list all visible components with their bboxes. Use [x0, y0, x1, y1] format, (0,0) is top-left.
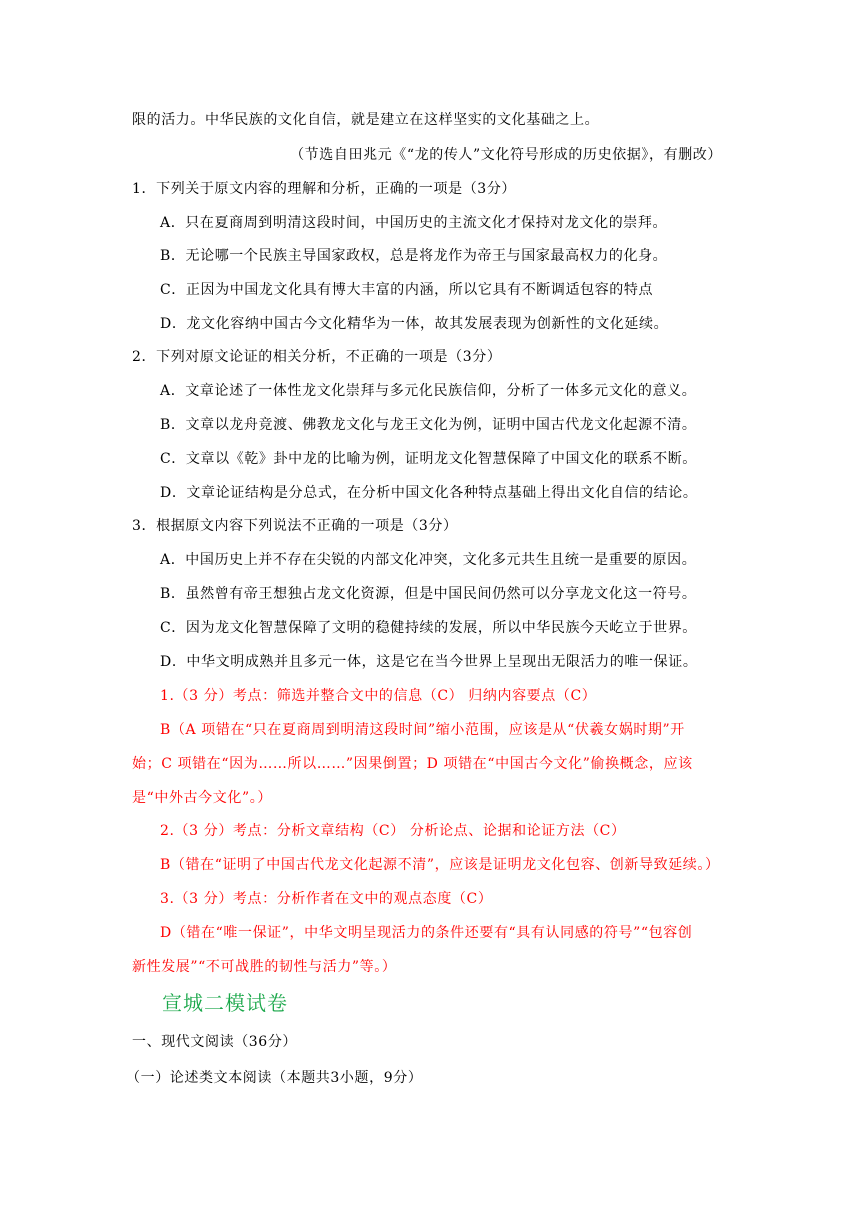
subpart-heading: （一）论述类文本阅读（本题共3小题，9分）: [126, 1070, 423, 1086]
question-2-option-b: B．文章以龙舟竞渡、佛教龙文化与龙王文化为例，证明中国古代龙文化起源不清。: [160, 417, 697, 433]
passage-source: （节选自田兆元《“龙的传人”文化符号形成的历史依据》，有删改）: [290, 147, 722, 163]
answer-3-line-1: D（错在“唯一保证”，中华文明呈现活力的条件还要有“具有认同感的符号”“包容创: [160, 925, 693, 941]
question-2-option-a: A．文章论述了一体性龙文化崇拜与多元化民族信仰，分析了一体多元文化的意义。: [160, 383, 697, 399]
answer-1-header: 1.（3 分）考点：筛选并整合文中的信息（C） 归纳内容要点（C）: [160, 688, 597, 704]
question-1-option-c: C．正因为中国龙文化具有博大丰富的内涵，所以它具有不断调适包容的特点: [160, 282, 654, 298]
answer-1-line-3: 是“中外古今文化”。）: [132, 790, 272, 806]
answer-2-header: 2.（3 分）考点：分析文章结构（C） 分析论点、论据和论证方法（C）: [160, 823, 626, 839]
question-1-stem: 1．下列关于原文内容的理解和分析，正确的一项是（3分）: [132, 181, 517, 197]
question-1-option-d: D．龙文化容纳中国古今文化精华为一体，故其发展表现为创新性的文化延续。: [160, 316, 669, 332]
question-3-option-b: B．虽然曾有帝王想独占龙文化资源，但是中国民间仍然可以分享龙文化这一符号。: [160, 586, 697, 602]
answer-3-header: 3.（3 分）考点：分析作者在文中的观点态度（C）: [160, 891, 493, 907]
answer-1-line-2: 始；C 项错在“因为……所以……”因果倒置；D 项错在“中国古今文化”偷换概念，应该: [132, 756, 693, 772]
question-2-stem: 2．下列对原文论证的相关分析，不正确的一项是（3分）: [132, 349, 502, 365]
question-3-stem: 3．根据原文内容下列说法不正确的一项是（3分）: [132, 518, 458, 534]
answer-1-line-1: B（A 项错在“只在夏商周到明清这段时间”缩小范围，应该是从“伏羲女娲时期”开: [160, 722, 685, 738]
question-3-option-c: C．因为龙文化智慧保障了文明的稳健持续的发展，所以中华民族今天屹立于世界。: [160, 620, 697, 636]
question-3-option-d: D．中华文明成熟并且多元一体，这是它在当今世界上呈现出无限活力的唯一保证。: [160, 654, 698, 670]
question-2-option-d: D．文章论证结构是分总式，在分析中国文化各种特点基础上得出文化自信的结论。: [160, 485, 698, 501]
answer-2-line-1: B（错在“证明了中国古代龙文化起源不清”，应该是证明龙文化包容、创新导致延续。）: [160, 857, 720, 873]
answer-3-line-2: 新性发展”“不可战胜的韧性与活力”等。）: [132, 959, 397, 975]
passage-tail: 限的活力。中华民族的文化自信，就是建立在这样坚实的文化基础之上。: [132, 112, 600, 128]
question-2-option-c: C．文章以《乾》卦中龙的比喻为例，证明龙文化智慧保障了中国文化的联系不断。: [160, 451, 697, 467]
question-1-option-a: A．只在夏商周到明清这段时间，中国历史的主流文化才保持对龙文化的崇拜。: [160, 215, 668, 231]
part-heading: 一、现代文阅读（36分）: [132, 1034, 298, 1050]
section-title: 宣城二模试卷: [162, 991, 288, 1015]
question-3-option-a: A．中国历史上并不存在尖锐的内部文化冲突，文化多元共生且统一是重要的原因。: [160, 552, 697, 568]
question-1-option-b: B．无论哪一个民族主导国家政权，总是将龙作为帝王与国家最高权力的化身。: [160, 248, 668, 264]
